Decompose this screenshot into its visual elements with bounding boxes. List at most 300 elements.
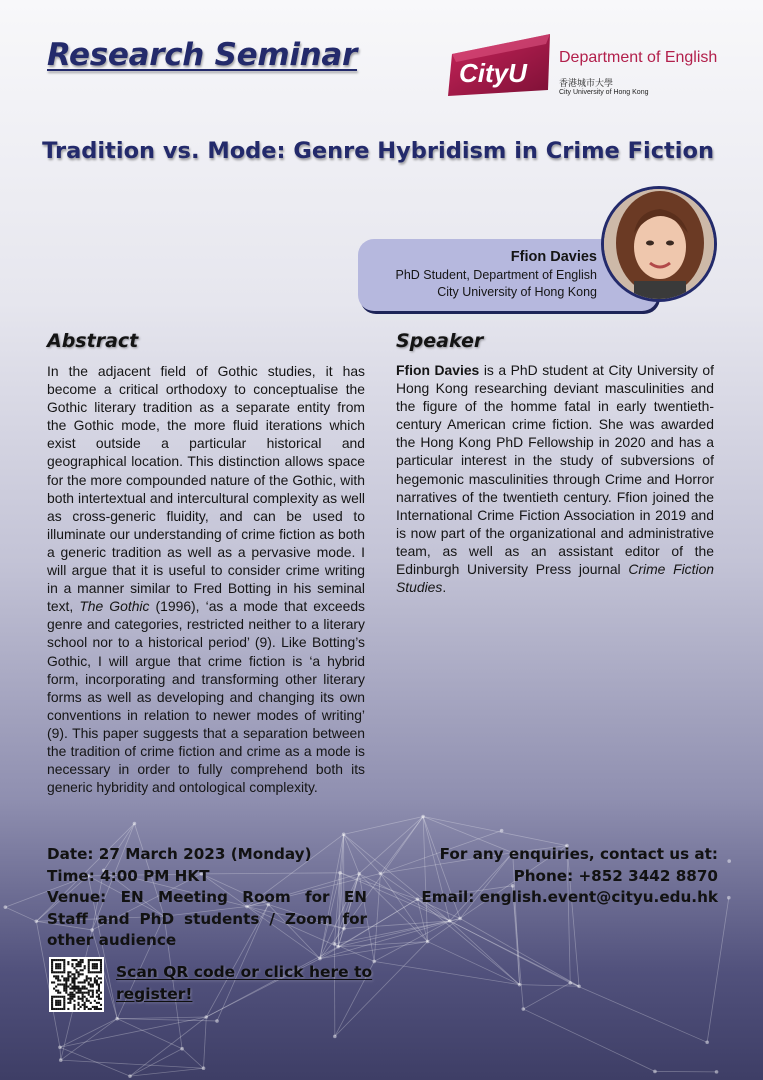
- qr-module: [92, 971, 94, 973]
- qr-module: [51, 971, 53, 973]
- qr-module: [65, 990, 67, 992]
- qr-module: [90, 986, 92, 988]
- network-node: [204, 1015, 208, 1019]
- qr-module: [92, 992, 94, 994]
- qr-module: [69, 1002, 71, 1004]
- qr-module: [94, 1006, 96, 1008]
- qr-module: [84, 965, 86, 967]
- qr-module: [80, 990, 82, 992]
- qr-module: [71, 973, 73, 975]
- qr-module: [73, 986, 75, 988]
- qr-module: [90, 1002, 92, 1004]
- network-node: [215, 1019, 219, 1023]
- speaker-bio-journal: Crime Fiction Studies: [396, 561, 715, 596]
- network-line: [520, 985, 579, 987]
- network-node: [448, 919, 452, 923]
- qr-module: [82, 988, 84, 990]
- qr-module: [75, 965, 77, 967]
- qr-module: [65, 977, 67, 979]
- qr-module: [63, 986, 65, 988]
- qr-module: [59, 996, 61, 998]
- qr-module: [63, 963, 65, 965]
- qr-module: [63, 988, 65, 990]
- qr-module: [55, 986, 57, 988]
- network-line: [460, 918, 579, 986]
- qr-module: [96, 975, 98, 977]
- qr-module: [73, 1008, 75, 1010]
- qr-module: [96, 963, 98, 965]
- network-node: [35, 920, 39, 924]
- qr-module: [51, 967, 53, 969]
- qr-module: [94, 977, 96, 979]
- qr-module: [88, 992, 90, 994]
- qr-module: [55, 990, 57, 992]
- qr-module: [55, 965, 57, 967]
- qr-module: [92, 983, 94, 985]
- qr-module: [73, 977, 75, 979]
- qr-module: [63, 1000, 65, 1002]
- network-line: [428, 942, 520, 985]
- qr-module: [65, 986, 67, 988]
- qr-module: [65, 983, 67, 985]
- qr-module: [65, 992, 67, 994]
- qr-module: [100, 1004, 102, 1006]
- qr-module: [57, 1008, 59, 1010]
- cityu-logo-mark: [446, 32, 552, 98]
- qr-module: [63, 971, 65, 973]
- contact-email[interactable]: Email: english.event@cityu.edu.hk: [421, 888, 718, 906]
- network-line: [60, 1047, 61, 1060]
- contact-heading: For any enquiries, contact us at:: [439, 845, 718, 863]
- qr-module: [86, 975, 88, 977]
- contact-details: [400, 844, 718, 909]
- qr-module: [67, 998, 69, 1000]
- qr-module: [88, 977, 90, 979]
- qr-module: [67, 975, 69, 977]
- qr-module: [65, 981, 67, 983]
- qr-module: [100, 965, 102, 967]
- network-node: [421, 815, 425, 819]
- network-line: [130, 1017, 206, 1076]
- qr-module: [88, 967, 90, 969]
- qr-module: [73, 990, 75, 992]
- network-node: [58, 1045, 62, 1049]
- qr-module: [86, 1000, 88, 1002]
- qr-module: [59, 979, 61, 981]
- qr-module: [51, 959, 53, 961]
- qr-module: [92, 996, 94, 998]
- qr-module: [63, 1006, 65, 1008]
- qr-module: [86, 979, 88, 981]
- qr-module: [69, 988, 71, 990]
- qr-module: [57, 971, 59, 973]
- register-link[interactable]: Scan QR code or click here to register!: [116, 963, 373, 1003]
- qr-module: [88, 959, 90, 961]
- qr-module: [55, 971, 57, 973]
- event-details: [47, 844, 367, 952]
- network-line: [130, 1049, 182, 1076]
- qr-module: [55, 959, 57, 961]
- qr-module: [82, 973, 84, 975]
- qr-module: [94, 967, 96, 969]
- qr-module: [78, 973, 80, 975]
- qr-module: [73, 975, 75, 977]
- speaker-bio-text: is a PhD student at City University of Hong Kong researching deviant masculinities and the figure of the homme fatal in early twentieth-century American crime fiction. She was awarded the Hong Kong PhD Fellowship in 2020 and has a particular interest in the study of subversions of hegemonic masculinities through Crime and Horror narratives of the twentieth century. Ffion joined the International Crime Fiction Association in 2019 and is now part of the organizational and administrative team, as well as an assistant editor of the Edinburgh University Press journal: [396, 362, 715, 578]
- qr-module: [78, 971, 80, 973]
- contact-phone[interactable]: Phone: +852 3442 8870: [513, 866, 718, 885]
- qr-module: [90, 979, 92, 981]
- speaker-bio: [396, 361, 714, 596]
- qr-module: [80, 998, 82, 1000]
- qr-module: [57, 992, 59, 994]
- event-time: Time: 4:00 PM HKT: [47, 866, 210, 885]
- qr-module: [84, 1002, 86, 1004]
- qr-module: [67, 973, 69, 975]
- qr-module: [84, 986, 86, 988]
- qr-module: [78, 998, 80, 1000]
- network-line: [344, 817, 423, 835]
- network-line: [450, 921, 571, 983]
- qr-module: [63, 959, 65, 961]
- qr-module: [96, 981, 98, 983]
- qr-module: [59, 971, 61, 973]
- qr-module: [75, 992, 77, 994]
- network-node: [458, 917, 462, 921]
- qr-module: [96, 979, 98, 981]
- network-node: [727, 859, 731, 863]
- qr-module: [88, 971, 90, 973]
- qr-module: [94, 979, 96, 981]
- qr-module: [63, 977, 65, 979]
- qr-module: [53, 988, 55, 990]
- qr-module: [71, 959, 73, 961]
- speaker-card-name: Ffion Davies: [510, 249, 597, 265]
- qr-module: [51, 965, 53, 967]
- qr-module: [88, 963, 90, 965]
- network-line: [60, 1019, 117, 1048]
- speaker-bio-end: .: [442, 579, 447, 596]
- qr-module: [55, 996, 57, 998]
- qr-module: [59, 963, 61, 965]
- qr-module: [67, 1008, 69, 1010]
- network-node: [653, 1070, 657, 1074]
- qr-module: [51, 963, 53, 965]
- qr-module: [100, 959, 102, 961]
- qr-module: [100, 992, 102, 994]
- qr-module: [78, 1008, 80, 1010]
- qr-module: [57, 977, 59, 979]
- qr-module: [57, 990, 59, 992]
- qr-module: [78, 961, 80, 963]
- qr-module: [53, 959, 55, 961]
- qr-module: [94, 963, 96, 965]
- qr-module: [51, 1000, 53, 1002]
- qr-module: [71, 998, 73, 1000]
- qr-module: [86, 992, 88, 994]
- qr-module: [100, 998, 102, 1000]
- qr-module: [92, 986, 94, 988]
- qr-module: [80, 963, 82, 965]
- qr-module: [96, 990, 98, 992]
- qr-module: [94, 981, 96, 983]
- qr-module: [51, 969, 53, 971]
- university-name-english: City University of Hong Kong: [559, 89, 649, 96]
- qr-module: [55, 1000, 57, 1002]
- qr-module: [84, 967, 86, 969]
- qr-module: [80, 965, 82, 967]
- network-line: [523, 1009, 655, 1071]
- event-venue: Venue: EN Meeting Room for EN Staff and PhD students / Zoom for other audience: [47, 888, 367, 949]
- network-node: [426, 940, 430, 944]
- qr-module: [73, 983, 75, 985]
- network-line: [570, 983, 707, 1042]
- qr-module: [75, 971, 77, 973]
- qr-module: [67, 977, 69, 979]
- qr-module: [88, 969, 90, 971]
- qr-module: [59, 959, 61, 961]
- qr-module: [75, 969, 77, 971]
- qr-module: [63, 1008, 65, 1010]
- qr-module: [82, 994, 84, 996]
- qr-module: [63, 1004, 65, 1006]
- network-node: [318, 957, 322, 961]
- network-node: [522, 1007, 526, 1011]
- qr-module: [78, 990, 80, 992]
- qr-module: [82, 1000, 84, 1002]
- network-node: [577, 984, 581, 988]
- qr-module: [71, 979, 73, 981]
- qr-module: [80, 981, 82, 983]
- qr-module: [53, 971, 55, 973]
- cityu-logo: [446, 32, 726, 102]
- qr-module: [78, 965, 80, 967]
- qr-module: [51, 1008, 53, 1010]
- network-line: [182, 1049, 203, 1069]
- qr-module: [73, 996, 75, 998]
- network-node: [333, 1035, 337, 1039]
- qr-module: [94, 971, 96, 973]
- qr-module: [88, 983, 90, 985]
- seminar-heading: Research Seminar: [47, 37, 358, 73]
- qr-module: [61, 971, 63, 973]
- qr-module: [98, 986, 100, 988]
- qr-module: [100, 971, 102, 973]
- qr-module: [63, 967, 65, 969]
- qr-module: [51, 1002, 53, 1004]
- network-line: [61, 1060, 204, 1068]
- qr-module: [88, 961, 90, 963]
- qr-module: [73, 1006, 75, 1008]
- qr-module: [55, 1002, 57, 1004]
- qr-module: [71, 988, 73, 990]
- network-node: [727, 896, 731, 900]
- qr-module: [73, 994, 75, 996]
- qr-module: [63, 1002, 65, 1004]
- network-line: [374, 921, 450, 961]
- qr-module: [75, 986, 77, 988]
- qr-module: [51, 996, 53, 998]
- qr-module: [82, 961, 84, 963]
- qr-module: [88, 994, 90, 996]
- qr-module: [51, 1004, 53, 1006]
- qr-module: [71, 963, 73, 965]
- qr-module: [71, 981, 73, 983]
- qr-module: [51, 981, 53, 983]
- qr-module: [67, 994, 69, 996]
- qr-module: [55, 1008, 57, 1010]
- qr-module: [73, 1004, 75, 1006]
- qr-module: [96, 971, 98, 973]
- qr-module: [78, 992, 80, 994]
- talk-title: Tradition vs. Mode: Genre Hybridism in Crime Fiction: [42, 138, 714, 164]
- qr-module: [90, 996, 92, 998]
- qr-module: [86, 988, 88, 990]
- qr-module: [96, 983, 98, 985]
- qr-module: [84, 1004, 86, 1006]
- qr-module: [96, 1006, 98, 1008]
- speaker-card-affiliation: City University of Hong Kong: [437, 285, 597, 299]
- qr-module: [96, 1002, 98, 1004]
- abstract-text-part2: (1996), ‘as a mode that exceeds genre and categories, restricted neither to a literary school nor to a historical period’ (9). Like Botting’s Gothic, I will argue that crime fiction is ‘a hybrid form, incorporating and transforming other literary forms as well as developing and changing its own conventions in relation to newer modes of writing’ (9). This paper suggests that a separation between the tradition of crime fiction and crime as a mode is necessary in order to fully comprehend both its generic hybridity and ontological complexity.: [47, 598, 365, 796]
- qr-module: [82, 986, 84, 988]
- qr-module: [90, 990, 92, 992]
- qr-module: [96, 967, 98, 969]
- network-node: [568, 981, 572, 985]
- qr-module: [96, 959, 98, 961]
- qr-module: [80, 969, 82, 971]
- qr-module: [69, 971, 71, 973]
- qr-module: [59, 992, 61, 994]
- qr-module: [88, 1000, 90, 1002]
- network-line: [707, 898, 729, 1043]
- qr-module: [82, 992, 84, 994]
- qr-module: [57, 965, 59, 967]
- qr-module: [55, 963, 57, 965]
- qr-module: [69, 994, 71, 996]
- qr-module: [84, 992, 86, 994]
- network-node: [715, 1070, 719, 1074]
- qr-module: [90, 971, 92, 973]
- qr-module: [61, 975, 63, 977]
- qr-module: [100, 963, 102, 965]
- network-node: [342, 833, 346, 837]
- network-node: [59, 1058, 63, 1062]
- qr-module: [71, 996, 73, 998]
- qr-module: [55, 975, 57, 977]
- qr-module: [78, 1002, 80, 1004]
- qr-module: [84, 981, 86, 983]
- qr-module: [92, 959, 94, 961]
- qr-module: [98, 983, 100, 985]
- qr-module: [57, 975, 59, 977]
- abstract-book-title: The Gothic: [79, 598, 150, 615]
- qr-module: [63, 983, 65, 985]
- qr-module: [94, 1000, 96, 1002]
- qr-module: [69, 992, 71, 994]
- qr-module: [98, 994, 100, 996]
- qr-module: [57, 996, 59, 998]
- qr-module: [80, 961, 82, 963]
- qr-module: [67, 1002, 69, 1004]
- qr-module: [92, 965, 94, 967]
- qr-module: [61, 1008, 63, 1010]
- network-node: [202, 1066, 206, 1070]
- qr-module: [82, 981, 84, 983]
- qr-module: [51, 998, 53, 1000]
- qr-module: [98, 996, 100, 998]
- qr-module: [80, 988, 82, 990]
- qr-module: [73, 959, 75, 961]
- qr-module: [98, 998, 100, 1000]
- qr-module: [57, 967, 59, 969]
- qr-module: [69, 998, 71, 1000]
- qr-module: [84, 996, 86, 998]
- qr-module: [78, 996, 80, 998]
- qr-module: [59, 965, 61, 967]
- event-date: Date: 27 March 2023 (Monday): [47, 845, 312, 863]
- qr-module: [57, 963, 59, 965]
- speaker-photo: [601, 186, 717, 302]
- qr-module: [84, 1008, 86, 1010]
- qr-module: [100, 967, 102, 969]
- qr-module: [88, 981, 90, 983]
- network-node: [128, 1074, 132, 1078]
- qr-module: [90, 959, 92, 961]
- qr-module: [80, 973, 82, 975]
- qr-module: [73, 967, 75, 969]
- qr-module: [71, 992, 73, 994]
- abstract-text: [47, 362, 365, 796]
- qr-module: [92, 967, 94, 969]
- qr-module: [59, 967, 61, 969]
- qr-module: [82, 959, 84, 961]
- speaker-heading: Speaker: [396, 330, 484, 352]
- network-node: [518, 983, 522, 987]
- qr-module: [100, 981, 102, 983]
- qr-module: [69, 975, 71, 977]
- qr-module: [59, 1000, 61, 1002]
- qr-module: [63, 990, 65, 992]
- abstract-heading: Abstract: [47, 330, 139, 352]
- qr-module: [63, 998, 65, 1000]
- network-line: [60, 1017, 206, 1047]
- qr-module: [65, 979, 67, 981]
- qr-module: [67, 961, 69, 963]
- network-node: [4, 905, 8, 909]
- qr-module: [90, 977, 92, 979]
- qr-module: [84, 979, 86, 981]
- qr-module: [57, 1002, 59, 1004]
- qr-module: [61, 996, 63, 998]
- qr-module: [75, 988, 77, 990]
- network-node: [500, 829, 504, 833]
- network-line: [423, 817, 567, 846]
- qr-module: [80, 1006, 82, 1008]
- qr-module: [82, 1004, 84, 1006]
- qr-module: [75, 963, 77, 965]
- network-node: [180, 1047, 184, 1051]
- qr-module: [88, 965, 90, 967]
- qr-module: [55, 1004, 57, 1006]
- qr-module: [59, 983, 61, 985]
- logo-mark-text: CityU: [459, 58, 527, 88]
- qr-module: [75, 977, 77, 979]
- qr-module: [96, 992, 98, 994]
- qr-module: [67, 971, 69, 973]
- qr-module: [84, 988, 86, 990]
- qr-module: [63, 979, 65, 981]
- registration-qr-code[interactable]: [49, 957, 104, 1012]
